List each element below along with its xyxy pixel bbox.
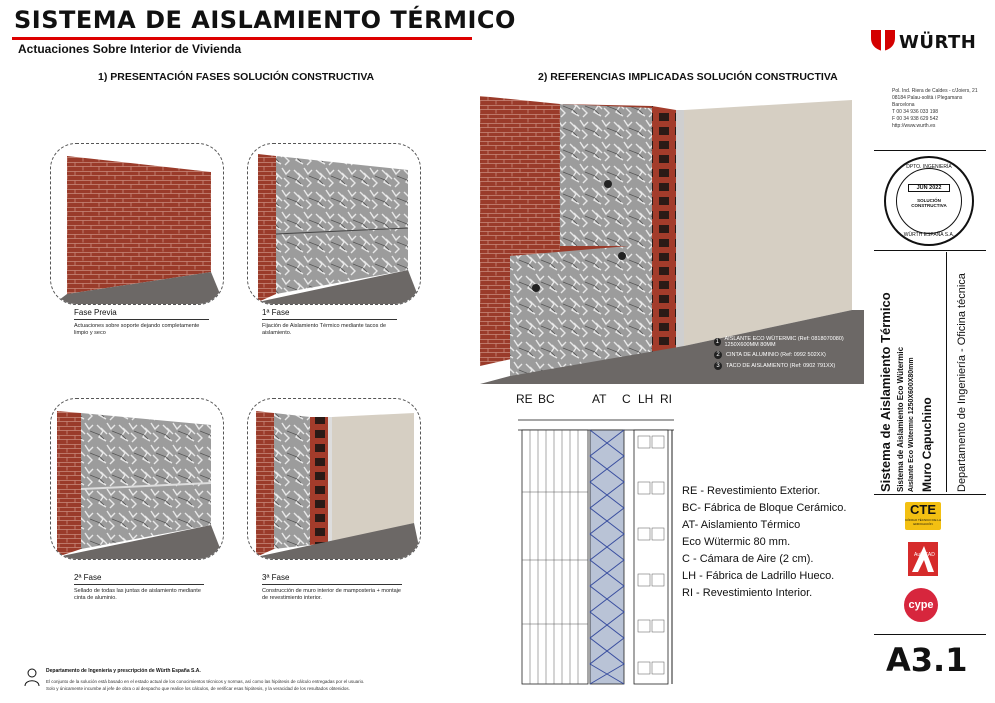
footer-disclaimer-1: El conjunto de la solución está basado en el estado actual de los conocimientos técnicos y normas, así como las hipótesis de cálculo entregadas por el usuario. — [46, 679, 365, 684]
reference-item: RE - Revestimiento Exterior. — [682, 485, 821, 497]
phase-3-illustration — [248, 399, 421, 560]
component-legend — [714, 336, 864, 370]
footer-disclaimer-2: Solo y únicamente incumbe al jefe de obra o al despacho que realice los cálculos, de verificar esas hipótesis, y la veracidad de los resultados obtenidos. — [46, 686, 350, 691]
reference-item: RI - Revestimiento Interior. — [682, 587, 813, 599]
phase-caption-previa — [74, 308, 209, 337]
page-title: SISTEMA DE AISLAMIENTO TÉRMICO — [14, 6, 516, 34]
reference-item: BC- Fábrica de Bloque Cerámico. — [682, 502, 847, 514]
wurth-logo — [870, 28, 896, 57]
label-c: C — [622, 392, 631, 406]
phase-description: Construcción de muro interior de mamposteria + montaje de revestimiento interior. — [262, 588, 401, 601]
sidebar-title: Sistema de Aislamiento Térmico — [878, 292, 893, 492]
phase-caption-2 — [74, 573, 204, 602]
sidebar-system: Sistema de Aislamiento Eco Wütermic — [896, 346, 905, 492]
phase-previa-illustration — [51, 144, 224, 305]
wurth-logo-text: WÜRTH — [899, 32, 977, 53]
component-item: 1 AISLANTE ECO WÜTERMIC (Ref: 0818070080) 1250X600MM 80MM — [715, 336, 844, 348]
reference-item: C - Cámara de Aire (2 cm). — [682, 553, 814, 565]
reference-item: LH - Fábrica de Ladrillo Hueco. — [682, 570, 835, 582]
phase-caption-1 — [262, 308, 397, 337]
section-heading-references: 2) REFERENCIAS IMPLICADAS SOLUCIÓN CONSTRUCTIVA — [538, 71, 838, 83]
phase-name: 1ª Fase — [262, 308, 290, 317]
sidebar-product: Aislante Eco Wütermic 1250X600X80mm — [908, 357, 915, 492]
phase-description: Actuaciones sobre soporte dejando completamente limpio y seco — [74, 323, 200, 336]
label-re: RE — [516, 392, 533, 406]
component-item: 3 TACO DE AISLAMIENTO (Ref: 0902 791XX) — [714, 362, 864, 370]
sidebar-department: Departamento de Ingeniería - Oficina técnica — [956, 273, 968, 492]
reference-item: Eco Wütermic 80 mm. — [682, 536, 791, 548]
phase-description: Fijación de Aislamiento Térmico mediante tacos de aislamiento. — [262, 323, 387, 336]
label-lh: LH — [638, 392, 654, 406]
reference-item: AT- Aislamiento Térmico — [682, 519, 801, 531]
label-at: AT — [592, 392, 607, 406]
company-address: Pol. Ind. Riera de Caldes - c/Joiers, 21 08184 Palau-solità i Plegamans Barcelona T 00 34 936 033 198 F 00 34 938 629 542 http://www.wurth.es — [892, 88, 978, 129]
phase-panel-2 — [50, 398, 224, 560]
cte-badge: CTE CÓDIGO TÉCNICO DE LA EDIFICACIÓN — [905, 502, 941, 530]
phase-caption-3 — [262, 573, 402, 602]
wurth-logo-icon — [870, 28, 896, 52]
approval-stamp: DPTO. INGENIERÍA JUN 2022 SOLUCIÓN CONSTRUCTIVA WÜRTH ESPAÑA S.A. — [884, 156, 974, 246]
phase-1-illustration — [248, 144, 421, 305]
sidebar-wall-type: Muro Capuchino — [920, 397, 934, 492]
engineer-icon — [24, 667, 40, 687]
section-heading-phases: 1) PRESENTACIÓN FASES SOLUCIÓN CONSTRUCTIVA — [98, 71, 375, 83]
phase-description: Sellado de todas las juntas de aislamiento mediante cinta de aluminio. — [74, 588, 201, 601]
label-bc: BC — [538, 392, 555, 406]
phase-name: Fase Previa — [74, 308, 117, 317]
references-list — [682, 483, 846, 602]
sheet-number: A3.1 — [886, 641, 968, 679]
wall-section-drawing — [518, 410, 678, 686]
phase-panel-1 — [247, 143, 421, 305]
phase-panel-previa — [50, 143, 224, 305]
page-subtitle: Actuaciones Sobre Interior de Vivienda — [18, 42, 242, 56]
footer-department: Departamento de Ingeniería y prescripción de Würth España S.A. — [46, 668, 201, 674]
autocad-icon: AutoCAD — [906, 540, 940, 578]
cype-badge: cype — [904, 588, 938, 622]
phase-2-illustration — [51, 399, 224, 560]
title-underline — [12, 37, 472, 40]
phase-name: 2ª Fase — [74, 573, 102, 582]
component-item: 2 CINTA DE ALUMINIO (Ref: 0992 502XX) — [714, 351, 864, 359]
phase-panel-3 — [247, 398, 421, 560]
label-ri: RI — [660, 392, 672, 406]
phase-name: 3ª Fase — [262, 573, 290, 582]
reference-3d-illustration — [480, 96, 864, 384]
